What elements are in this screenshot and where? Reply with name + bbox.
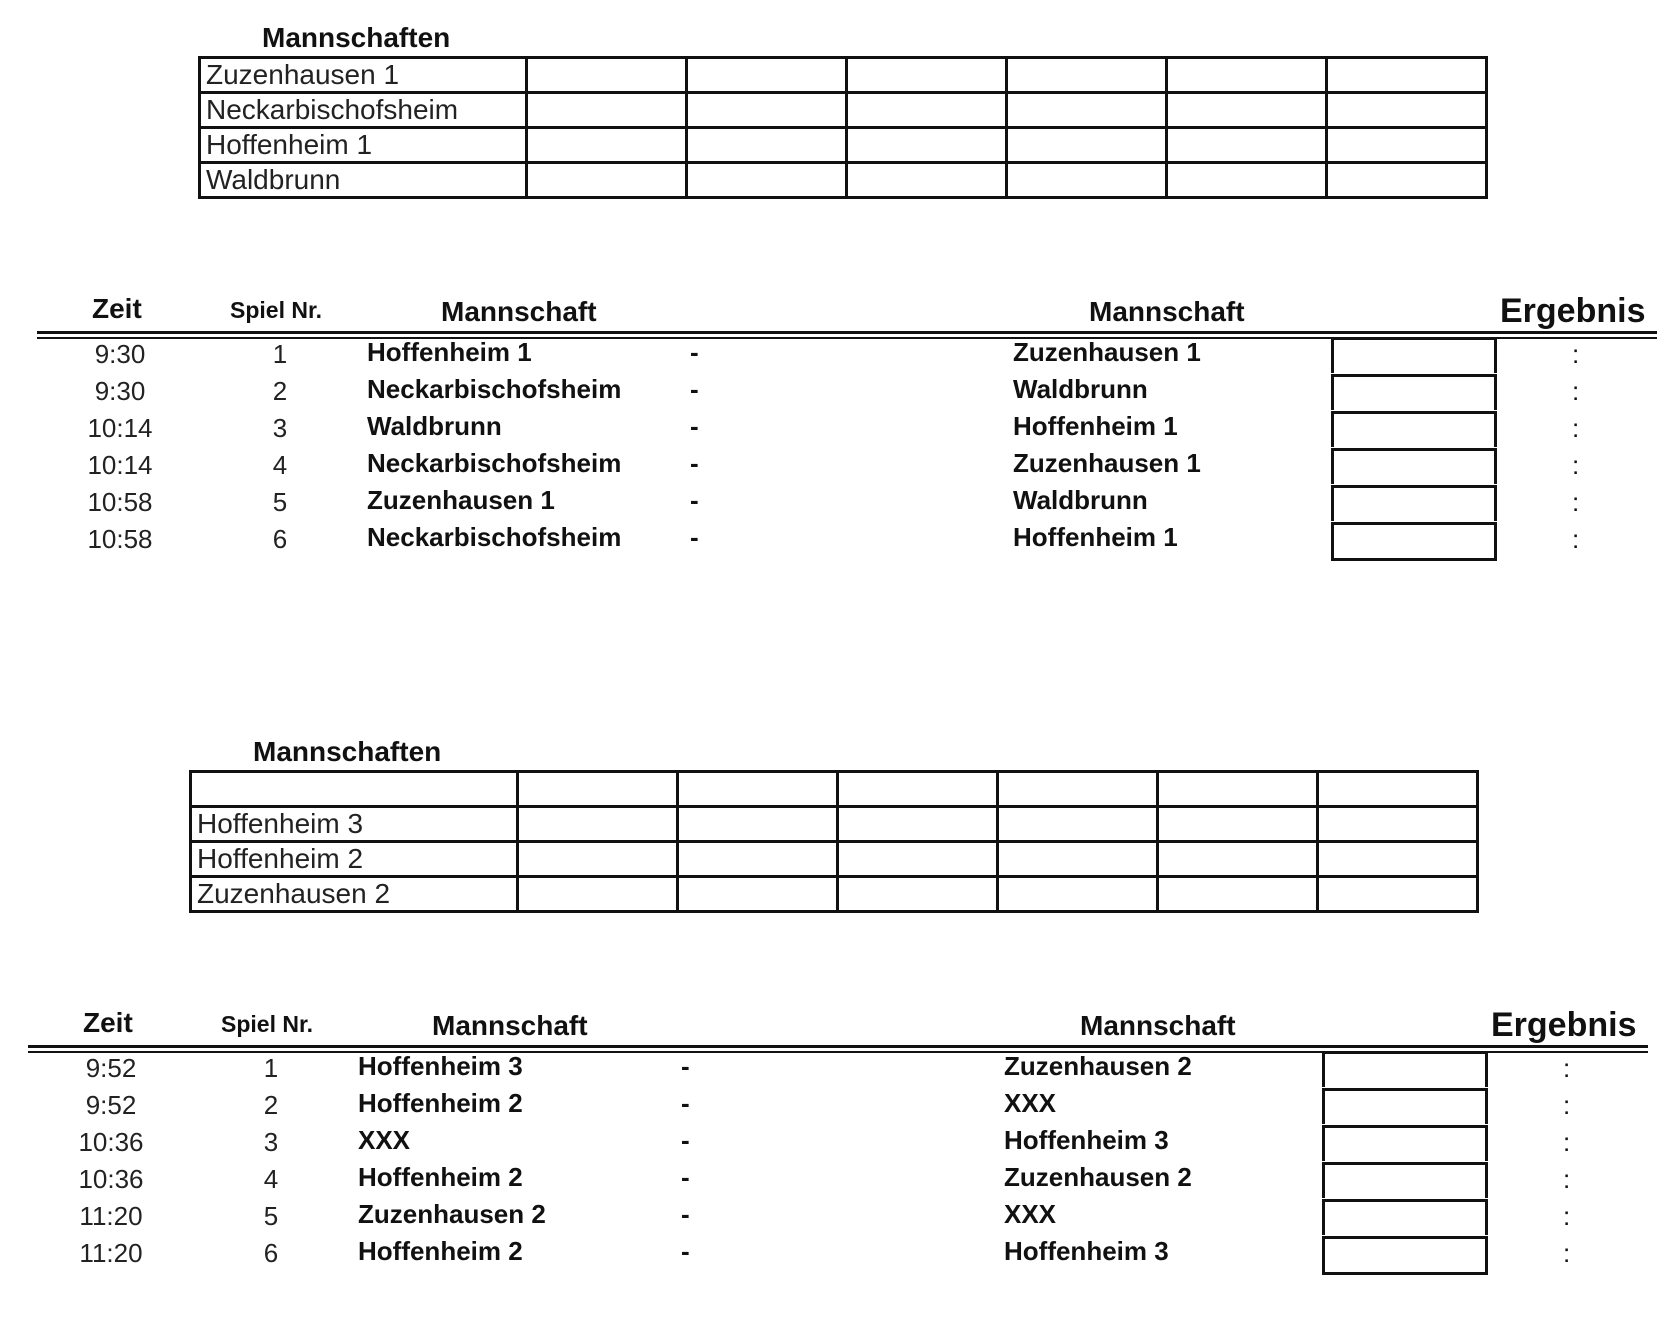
- points-cell[interactable]: [847, 128, 1007, 163]
- score-separator: :: [1563, 1164, 1571, 1194]
- match-time: 11:20: [79, 1201, 143, 1231]
- points-cell[interactable]: [1007, 93, 1167, 128]
- match-time: 10:14: [87, 450, 153, 480]
- home-team: Neckarbischofsheim: [367, 374, 622, 404]
- team-row: [191, 842, 1478, 877]
- points-cell[interactable]: [1167, 93, 1327, 128]
- score-box[interactable]: [1331, 448, 1497, 484]
- points-cell[interactable]: [1158, 877, 1318, 912]
- match-row: [0, 1051, 1664, 1087]
- points-cell[interactable]: [687, 128, 847, 163]
- score-box[interactable]: [1322, 1125, 1488, 1161]
- score-separator: :: [1563, 1127, 1571, 1157]
- match-row: [0, 411, 1673, 447]
- team-row: [200, 128, 1487, 163]
- match-row: [0, 485, 1673, 521]
- match-number: 6: [272, 524, 288, 554]
- header-spiel-nr: Spiel Nr.: [221, 1011, 314, 1037]
- match-row: [0, 337, 1673, 373]
- points-cell[interactable]: [847, 93, 1007, 128]
- points-cell[interactable]: [1158, 772, 1318, 807]
- points-cell[interactable]: [838, 807, 998, 842]
- away-team: Zuzenhausen 2: [1004, 1051, 1192, 1081]
- versus-dash: -: [681, 1199, 690, 1229]
- match-number: 2: [272, 376, 288, 406]
- match-time: 10:14: [87, 413, 153, 443]
- team-name: Waldbrunn: [200, 163, 527, 198]
- match-row: [0, 1125, 1664, 1161]
- team-name: Hoffenheim 1: [200, 128, 527, 163]
- header-ergebnis: Ergebnis: [1500, 292, 1646, 330]
- score-separator: :: [1572, 413, 1580, 443]
- points-cell[interactable]: [1327, 163, 1487, 198]
- points-cell[interactable]: [1007, 128, 1167, 163]
- header-mannschaft-home: Mannschaft: [432, 1010, 588, 1041]
- points-cell[interactable]: [838, 842, 998, 877]
- versus-dash: -: [690, 337, 699, 367]
- team-name: [191, 772, 518, 807]
- match-time: 10:36: [78, 1164, 144, 1194]
- away-team: Hoffenheim 3: [1004, 1125, 1169, 1155]
- header-mannschaft-away: Mannschaft: [1080, 1010, 1236, 1041]
- score-box[interactable]: [1331, 337, 1497, 373]
- match-row: [0, 448, 1673, 484]
- versus-dash: -: [690, 374, 699, 404]
- match-number: 3: [272, 413, 288, 443]
- points-cell[interactable]: [678, 877, 838, 912]
- home-team: Waldbrunn: [367, 411, 502, 441]
- score-box[interactable]: [1322, 1199, 1488, 1235]
- points-cell[interactable]: [838, 877, 998, 912]
- points-cell[interactable]: [1167, 58, 1327, 93]
- score-box[interactable]: [1331, 374, 1497, 410]
- team-row: [191, 772, 1478, 807]
- team-name: Hoffenheim 2: [191, 842, 518, 877]
- team-name: Zuzenhausen 2: [191, 877, 518, 912]
- points-cell[interactable]: [1327, 58, 1487, 93]
- points-cell[interactable]: [1318, 842, 1478, 877]
- home-team: Hoffenheim 3: [358, 1051, 523, 1081]
- match-number: 1: [263, 1053, 279, 1083]
- team-name: Hoffenheim 3: [191, 807, 518, 842]
- score-box[interactable]: [1322, 1088, 1488, 1124]
- header-zeit: Zeit: [83, 1007, 133, 1038]
- points-cell[interactable]: [998, 772, 1158, 807]
- points-cell[interactable]: [1318, 772, 1478, 807]
- points-cell[interactable]: [527, 163, 687, 198]
- team-row: [200, 93, 1487, 128]
- score-separator: :: [1572, 524, 1580, 554]
- match-row: [0, 1199, 1664, 1235]
- points-cell[interactable]: [847, 163, 1007, 198]
- away-team: Hoffenheim 3: [1004, 1236, 1169, 1266]
- match-number: 4: [272, 450, 288, 480]
- points-cell[interactable]: [1318, 807, 1478, 842]
- match-row: [0, 374, 1673, 410]
- versus-dash: -: [681, 1088, 690, 1118]
- away-team: Zuzenhausen 1: [1013, 448, 1201, 478]
- team-row: [191, 807, 1478, 842]
- teams-title: Mannschaften: [262, 22, 451, 53]
- score-separator: :: [1572, 487, 1580, 517]
- points-cell[interactable]: [527, 93, 687, 128]
- away-team: Hoffenheim 1: [1013, 411, 1178, 441]
- away-team: Zuzenhausen 2: [1004, 1162, 1192, 1192]
- points-cell[interactable]: [527, 128, 687, 163]
- away-team: XXX: [1004, 1199, 1057, 1229]
- home-team: Hoffenheim 1: [367, 337, 532, 367]
- header-mannschaft-away: Mannschaft: [1089, 296, 1245, 327]
- away-team: Zuzenhausen 1: [1013, 337, 1201, 367]
- points-cell[interactable]: [518, 877, 678, 912]
- versus-dash: -: [681, 1236, 690, 1266]
- points-cell[interactable]: [527, 58, 687, 93]
- home-team: Zuzenhausen 2: [358, 1199, 546, 1229]
- match-number: 3: [263, 1127, 279, 1157]
- match-number: 5: [272, 487, 288, 517]
- score-separator: :: [1572, 376, 1580, 406]
- match-row: [0, 1088, 1664, 1124]
- match-time: 9:30: [94, 376, 146, 406]
- score-separator: :: [1563, 1053, 1571, 1083]
- home-team: Neckarbischofsheim: [367, 522, 622, 552]
- header-ergebnis: Ergebnis: [1491, 1006, 1637, 1044]
- points-cell[interactable]: [1007, 163, 1167, 198]
- home-team: XXX: [358, 1125, 411, 1155]
- versus-dash: -: [690, 448, 699, 478]
- header-rule: [37, 331, 1657, 334]
- points-cell[interactable]: [1327, 128, 1487, 163]
- match-row: [0, 1236, 1664, 1272]
- away-team: Waldbrunn: [1013, 485, 1148, 515]
- home-team: Hoffenheim 2: [358, 1236, 523, 1266]
- versus-dash: -: [681, 1125, 690, 1155]
- points-cell[interactable]: [518, 842, 678, 877]
- points-cell[interactable]: [1007, 58, 1167, 93]
- match-row: [0, 1162, 1664, 1198]
- points-cell[interactable]: [518, 807, 678, 842]
- points-cell[interactable]: [678, 842, 838, 877]
- points-cell[interactable]: [1318, 877, 1478, 912]
- versus-dash: -: [681, 1162, 690, 1192]
- away-team: Hoffenheim 1: [1013, 522, 1178, 552]
- match-time: 9:52: [85, 1053, 137, 1083]
- match-time: 9:30: [94, 339, 146, 369]
- points-cell[interactable]: [1167, 163, 1327, 198]
- points-cell[interactable]: [998, 877, 1158, 912]
- away-team: Waldbrunn: [1013, 374, 1148, 404]
- team-name: Neckarbischofsheim: [200, 93, 527, 128]
- versus-dash: -: [690, 411, 699, 441]
- score-box[interactable]: [1322, 1162, 1488, 1198]
- score-box[interactable]: [1322, 1051, 1488, 1087]
- home-team: Hoffenheim 2: [358, 1088, 523, 1118]
- match-time: 11:20: [79, 1238, 143, 1268]
- points-cell[interactable]: [1327, 93, 1487, 128]
- points-cell[interactable]: [678, 807, 838, 842]
- match-number: 5: [263, 1201, 279, 1231]
- header-mannschaft-home: Mannschaft: [441, 296, 597, 327]
- header-rule: [28, 1045, 1648, 1048]
- team-row: [191, 877, 1478, 912]
- teams-title: Mannschaften: [253, 736, 442, 767]
- points-cell[interactable]: [678, 772, 838, 807]
- team-row: [200, 163, 1487, 198]
- score-box[interactable]: [1322, 1236, 1488, 1275]
- points-cell[interactable]: [1167, 128, 1327, 163]
- score-separator: :: [1563, 1238, 1571, 1268]
- away-team: XXX: [1004, 1088, 1057, 1118]
- score-box[interactable]: [1331, 522, 1497, 561]
- score-box[interactable]: [1331, 485, 1497, 521]
- points-cell[interactable]: [998, 807, 1158, 842]
- header-spiel-nr: Spiel Nr.: [230, 297, 323, 323]
- score-separator: :: [1572, 339, 1580, 369]
- teams-table: [189, 770, 1479, 913]
- match-time: 10:36: [78, 1127, 144, 1157]
- match-number: 1: [272, 339, 288, 369]
- score-separator: :: [1563, 1201, 1571, 1231]
- home-team: Hoffenheim 2: [358, 1162, 523, 1192]
- versus-dash: -: [681, 1051, 690, 1081]
- team-name: Zuzenhausen 1: [200, 58, 527, 93]
- points-cell[interactable]: [687, 93, 847, 128]
- score-separator: :: [1563, 1090, 1571, 1120]
- match-time: 9:52: [85, 1090, 137, 1120]
- points-cell[interactable]: [838, 772, 998, 807]
- teams-table: [198, 56, 1488, 199]
- versus-dash: -: [690, 522, 699, 552]
- score-separator: :: [1572, 450, 1580, 480]
- points-cell[interactable]: [998, 842, 1158, 877]
- home-team: Zuzenhausen 1: [367, 485, 555, 515]
- points-cell[interactable]: [1158, 807, 1318, 842]
- home-team: Neckarbischofsheim: [367, 448, 622, 478]
- points-cell[interactable]: [1158, 842, 1318, 877]
- match-number: 2: [263, 1090, 279, 1120]
- match-number: 6: [263, 1238, 279, 1268]
- header-zeit: Zeit: [92, 293, 142, 324]
- points-cell[interactable]: [687, 58, 847, 93]
- match-number: 4: [263, 1164, 279, 1194]
- points-cell[interactable]: [687, 163, 847, 198]
- points-cell[interactable]: [518, 772, 678, 807]
- match-time: 10:58: [87, 487, 153, 517]
- match-row: [0, 522, 1673, 558]
- points-cell[interactable]: [847, 58, 1007, 93]
- versus-dash: -: [690, 485, 699, 515]
- match-time: 10:58: [87, 524, 153, 554]
- team-row: [200, 58, 1487, 93]
- score-box[interactable]: [1331, 411, 1497, 447]
